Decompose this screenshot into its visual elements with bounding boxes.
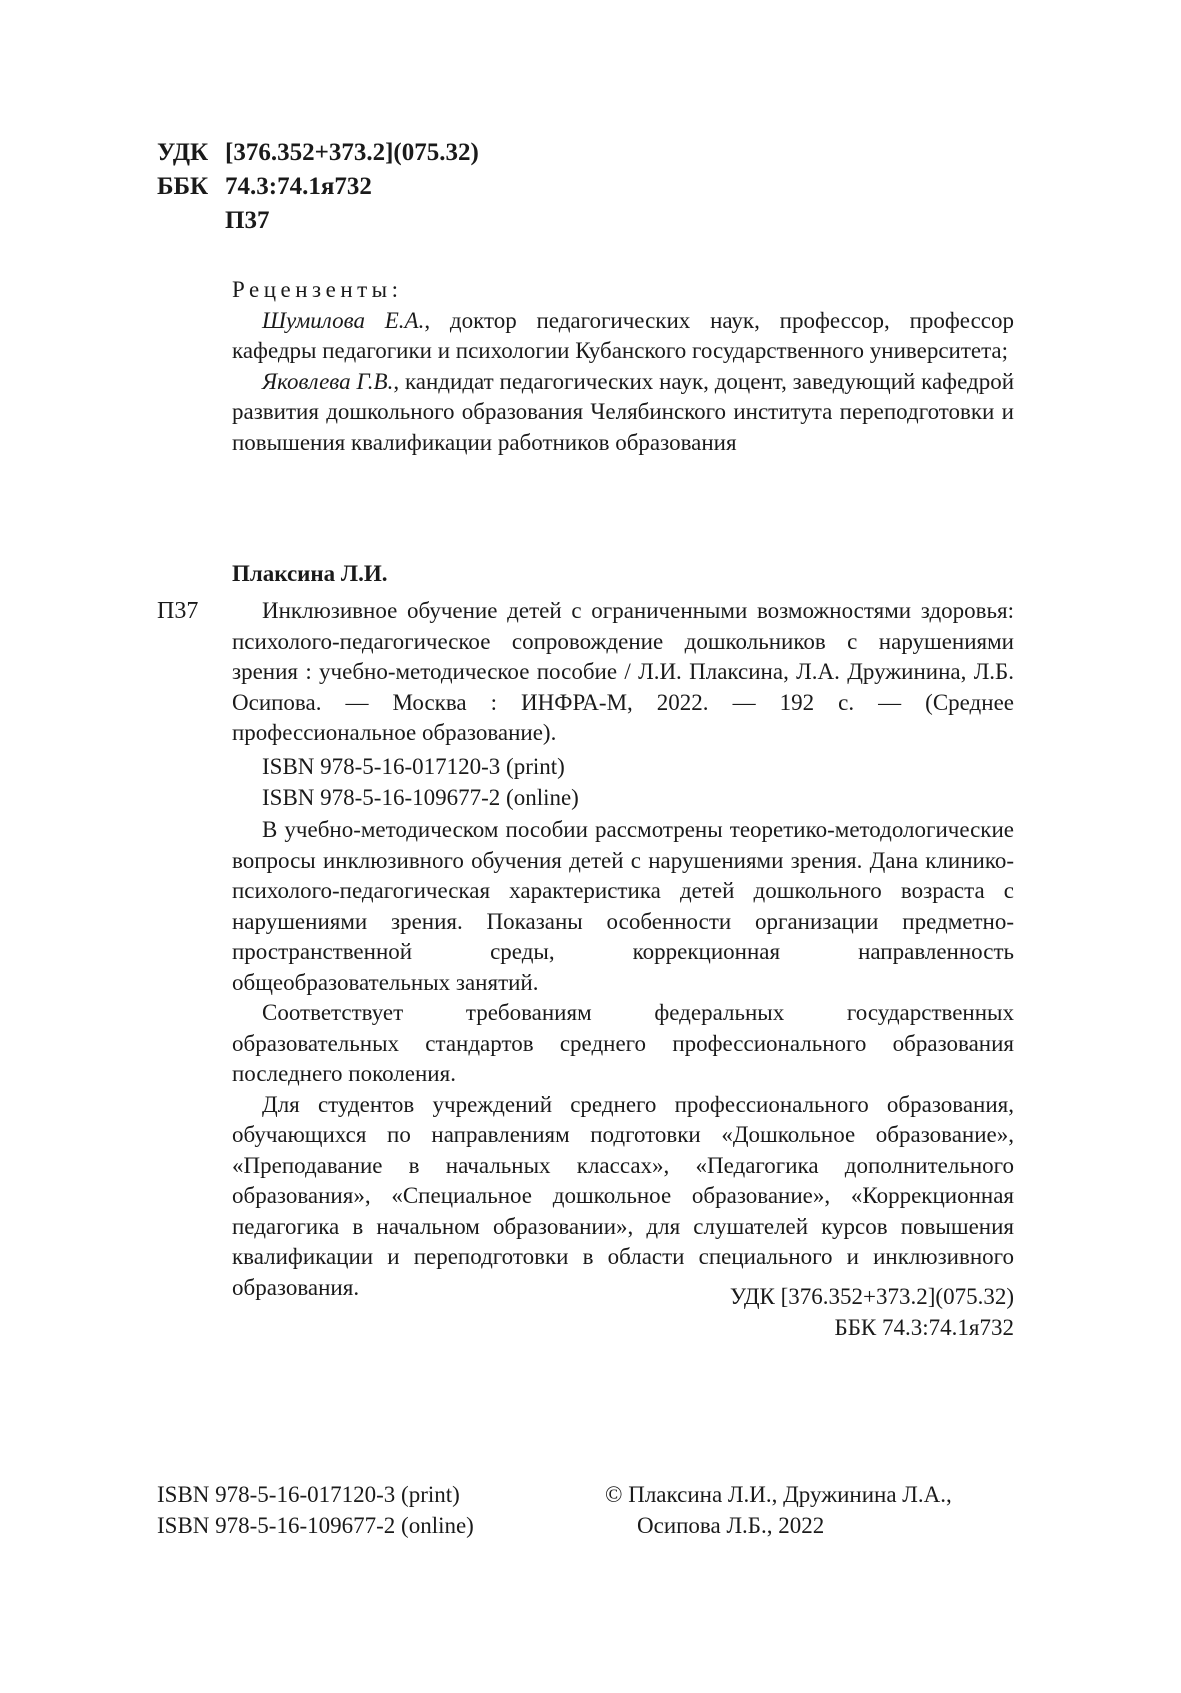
bbk-line xyxy=(157,170,479,204)
isbn-print-footer: ISBN 978-5-16-017120-3 (print) xyxy=(157,1482,460,1507)
copyright-line-1: © Плаксина Л.И., Дружинина Л.А., xyxy=(605,1482,952,1507)
reviewer-name: Шумилова Е.А. xyxy=(262,307,425,333)
copyright-line-2: Осипова Л.Б., 2022 xyxy=(637,1512,825,1538)
annotation-paragraph: В учебно-методическом пособии рассмотрены теоретико-методологические вопросы инклюзивного обучения детей с нарушениями зрения. Дана клинико-психолого-педагогическая характеристика детей дошкольного возраста с нарушениями зрения. Показаны особенности организации предметно-пространственной среды, коррекционная направленность общеобразовательных занятий. xyxy=(232,817,1014,995)
reviewer-entry xyxy=(232,367,1014,459)
annotation xyxy=(232,815,1014,1303)
record-isbn-list xyxy=(262,752,579,813)
udk-label: УДК xyxy=(157,139,209,166)
classification-codes-bottom xyxy=(680,1282,1014,1343)
isbn-print: ISBN 978-5-16-017120-3 (print) xyxy=(262,754,565,779)
bbk-bottom: ББК 74.3:74.1я732 xyxy=(834,1314,1014,1340)
reviewer-credentials: , кандидат педагогических наук, доцент, заведующий кафедрой развития дошкольного образования Челябинского института переподготовки и повышения квалификации работников образования xyxy=(232,368,1014,455)
udk-line xyxy=(157,136,479,170)
record-cutter: П37 xyxy=(157,598,199,624)
udk-bottom: УДК [376.352+373.2](075.32) xyxy=(729,1284,1014,1309)
annotation-paragraph: Для студентов учреждений среднего профессионального образования, обучающихся по направлениям подготовки «Дошкольное образование», «Преподавание в начальных классах», «Педагогика дополнительного образования», «Специальное дошкольное образование», «Коррекционная педагогика в начальном образовании», для слушателей курсов повышения квалификации и переподготовки в области специального и инклюзивного образования. xyxy=(232,1091,1014,1300)
bbk-value: 74.3:74.1я732 xyxy=(225,173,372,200)
reviewer-entry xyxy=(232,306,1014,367)
reviewer-name: Яковлева Г.В. xyxy=(262,368,394,394)
reviewer-credentials: , доктор педагогических наук, профессор, профессор кафедры педагогики и психологии Кубанского государственного университета; xyxy=(232,307,1014,363)
bibliographic-description xyxy=(232,596,1014,749)
classification-codes xyxy=(157,136,479,238)
copyright-notice xyxy=(605,1480,952,1541)
annotation-paragraph: Соответствует требованиям федеральных государственных образовательных стандартов среднего профессионального образования последнего поколения. xyxy=(232,1000,1014,1086)
isbn-online: ISBN 978-5-16-109677-2 (online) xyxy=(262,784,579,810)
bbk-label: ББК xyxy=(157,173,209,200)
udk-value: [376.352+373.2](075.32) xyxy=(225,139,479,166)
author-cutter-code: П37 xyxy=(225,207,270,234)
record-author: Плаксина Л.И. xyxy=(232,561,388,586)
reviewers-section xyxy=(232,275,1014,458)
isbn-footer xyxy=(157,1480,474,1541)
reviewers-heading: Рецензенты: xyxy=(232,277,403,302)
description-text: Инклюзивное обучение детей с ограниченными возможностями здоровья: психолого-педагогическое сопровождение дошкольников с нарушениями зрения : учебно-методическое пособие / Л.И. Плаксина, Л.А. Дружинина, Л.Б. Осипова. — Москва : ИНФРА-М, 2022. — 192 с. — (Среднее профессиональное образование). xyxy=(232,598,1014,745)
isbn-online-footer: ISBN 978-5-16-109677-2 (online) xyxy=(157,1512,474,1538)
